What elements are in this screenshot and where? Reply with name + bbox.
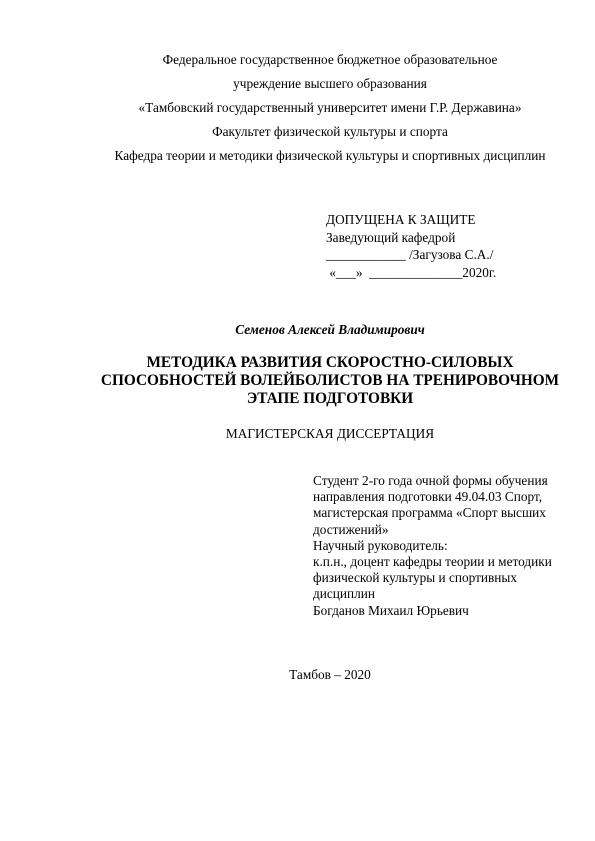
supervisor-label: Научный руководитель: bbox=[313, 537, 448, 553]
student-info-line: достижений» bbox=[313, 521, 389, 537]
institution-header bbox=[40, 48, 595, 168]
city-year: Тамбов – 2020 bbox=[289, 667, 371, 682]
student-info-line: Студент 2-го года очной формы обучения bbox=[313, 473, 548, 488]
author-name: Семенов Алексей Владимирович bbox=[235, 322, 425, 337]
approval-block bbox=[326, 211, 556, 281]
header-line: учреждение высшего образования bbox=[233, 76, 427, 91]
supervisor-info-line: дисциплин bbox=[313, 586, 375, 602]
header-line: «Тамбовский государственный университет имени Г.Р. Державина» bbox=[138, 100, 522, 115]
title-line: ЭТАПЕ ПОДГОТОВКИ bbox=[246, 390, 414, 407]
title-line: МЕТОДИКА РАЗВИТИЯ СКОРОСТНО-СИЛОВЫХ bbox=[146, 354, 514, 371]
supervisor-name: Богданов Михаил Юрьевич bbox=[313, 602, 469, 618]
supervisor-info-line: физической культуры и спортивных bbox=[313, 570, 517, 586]
approval-date-line: «___» ______________2020г. bbox=[326, 264, 497, 280]
header-line: Кафедра теории и методики физической культуры и спортивных дисциплин bbox=[114, 148, 546, 163]
thesis-title bbox=[70, 354, 590, 408]
header-line: Федеральное государственное бюджетное образовательное bbox=[162, 52, 498, 67]
student-info-line: магистерская программа «Спорт высших bbox=[313, 505, 546, 521]
supervisor-info-line: к.п.н., доцент кафедры теории и методики bbox=[313, 553, 552, 569]
thesis-type: МАГИСТЕРСКАЯ ДИССЕРТАЦИЯ bbox=[225, 426, 435, 441]
title-line: СПОСОБНОСТЕЙ ВОЛЕЙБОЛИСТОВ НА ТРЕНИРОВОЧНОМ bbox=[100, 372, 560, 389]
approval-line: Заведующий кафедрой bbox=[326, 229, 456, 245]
student-info-line: направления подготовки 49.04.03 Спорт, bbox=[313, 489, 543, 505]
student-info-block bbox=[313, 473, 575, 619]
header-line: Факультет физической культуры и спорта bbox=[212, 124, 448, 139]
approval-line: ДОПУЩЕНА К ЗАЩИТЕ bbox=[326, 212, 476, 227]
approval-signature-line: ____________ /Загузова С.А./ bbox=[326, 247, 494, 262]
